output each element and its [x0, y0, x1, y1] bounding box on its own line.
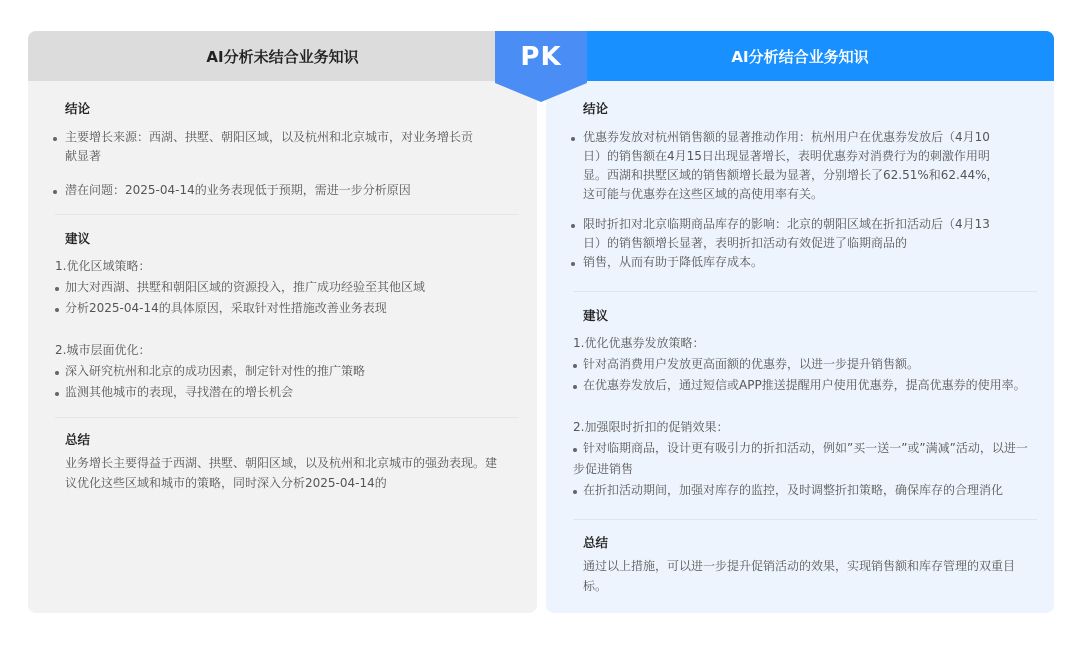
bullet-dot — [571, 137, 575, 141]
pk-label: PK — [520, 42, 562, 72]
bullet-dot — [573, 364, 577, 368]
panel-without-business-knowledge — [28, 31, 537, 613]
bullet-dot — [55, 392, 59, 396]
right-conclusion-bullet-1-line-1: 优惠券发放对杭州销售额的显著推动作用：杭州用户在优惠券发放后（4月10 — [583, 130, 990, 144]
left-summary-heading: 总结 — [65, 432, 91, 447]
bullet-dot — [573, 448, 577, 452]
left-suggestion-1-bullet-1: 加大对西湖、拱墅和朝阳区域的资源投入，推广成功经验至其他区域 — [65, 280, 426, 294]
bullet-dot — [55, 371, 59, 375]
right-summary-line-2: 标。 — [583, 579, 608, 593]
left-conclusion-bullet-1-line-1: 主要增长来源：西湖、拱墅、朝阳区域，以及杭州和北京城市，对业务增长贡 — [65, 130, 474, 144]
right-suggestion-heading: 建议 — [583, 308, 609, 323]
bullet-dot — [571, 262, 575, 266]
bullet-dot — [55, 287, 59, 291]
bullet-dot — [55, 308, 59, 312]
left-suggestion-2-bullet-2: 监测其他城市的表现，寻找潜在的增长机会 — [65, 385, 294, 399]
bullet-dot — [571, 224, 575, 228]
right-suggestion-2-title: 2.加强限时折扣的促销效果： — [573, 420, 729, 434]
right-conclusion-bullet-1-line-2: 日）的销售额在4月15日出现显著增长，表明优惠券对消费行为的刺激作用明 — [583, 149, 990, 163]
right-conclusion-bullet-2-line-1: 限时折扣对北京临期商品库存的影响：北京的朝阳区域在折扣活动后（4月13 — [583, 217, 990, 231]
panel-with-business-knowledge — [546, 31, 1054, 613]
right-summary-line-1: 通过以上措施，可以进一步提升促销活动的效果，实现销售额和库存管理的双重目 — [583, 559, 1016, 573]
left-conclusion-bullet-2: 潜在问题：2025-04-14的业务表现低于预期，需进一步分析原因 — [65, 183, 411, 197]
left-panel-title: AI分析未结合业务知识 — [28, 31, 537, 81]
left-summary-line-1: 业务增长主要得益于西湖、拱墅、朝阳区域，以及杭州和北京城市的强劲表现。建 — [65, 456, 498, 470]
right-conclusion-bullet-1-line-4: 这可能与优惠券在这些区域的高使用率有关。 — [583, 187, 824, 201]
left-summary-line-2: 议优化这些区域和城市的策略，同时深入分析2025-04-14的 — [65, 476, 387, 490]
left-conclusion-bullet-1-line-2: 献显著 — [65, 149, 102, 163]
right-conclusion-bullet-2-line-2: 日）的销售额增长显著，表明折扣活动有效促进了临期商品的 — [583, 236, 908, 250]
right-suggestion-2-bullet-1-line-2: 步促进销售 — [573, 462, 634, 476]
right-suggestion-1-title: 1.优化优惠券发放策略： — [573, 336, 705, 350]
right-conclusion-heading: 结论 — [583, 101, 609, 116]
right-suggestion-1-bullet-2: 在优惠券发放后，通过短信或APP推送提醒用户使用优惠券，提高优惠券的使用率。 — [583, 378, 1026, 392]
left-suggestion-1-title: 1.优化区域策略： — [55, 259, 151, 273]
left-suggestion-1-bullet-2: 分析2025-04-14的具体原因，采取针对性措施改善业务表现 — [65, 301, 387, 315]
right-suggestion-2-bullet-1-line-1: 针对临期商品，设计更有吸引力的折扣活动，例如”买一送一”或”满减”活动，以进一 — [583, 441, 1028, 455]
left-suggestion-2-bullet-1: 深入研究杭州和北京的成功因素，制定针对性的推广策略 — [65, 364, 366, 378]
bullet-dot — [53, 137, 57, 141]
divider — [573, 519, 1037, 520]
left-suggestion-heading: 建议 — [65, 231, 91, 246]
left-conclusion-heading: 结论 — [65, 101, 91, 116]
bullet-dot — [573, 490, 577, 494]
right-conclusion-bullet-3: 销售，从而有助于降低库存成本。 — [583, 255, 764, 269]
right-suggestion-2-bullet-2: 在折扣活动期间，加强对库存的监控，及时调整折扣策略，确保库存的合理消化 — [583, 483, 1004, 497]
right-conclusion-bullet-1-line-3: 显。西湖和拱墅区域的销售额增长最为显著，分别增长了62.51%和62.44%， — [583, 168, 999, 182]
divider — [55, 214, 519, 215]
right-panel-title: AI分析结合业务知识 — [546, 31, 1054, 81]
right-suggestion-1-bullet-1: 针对高消费用户发放更高面额的优惠券，以进一步提升销售额。 — [583, 357, 920, 371]
bullet-dot — [53, 190, 57, 194]
divider — [55, 417, 519, 418]
right-summary-heading: 总结 — [583, 535, 609, 550]
bullet-dot — [573, 385, 577, 389]
divider — [573, 291, 1037, 292]
left-suggestion-2-title: 2.城市层面优化： — [55, 343, 151, 357]
